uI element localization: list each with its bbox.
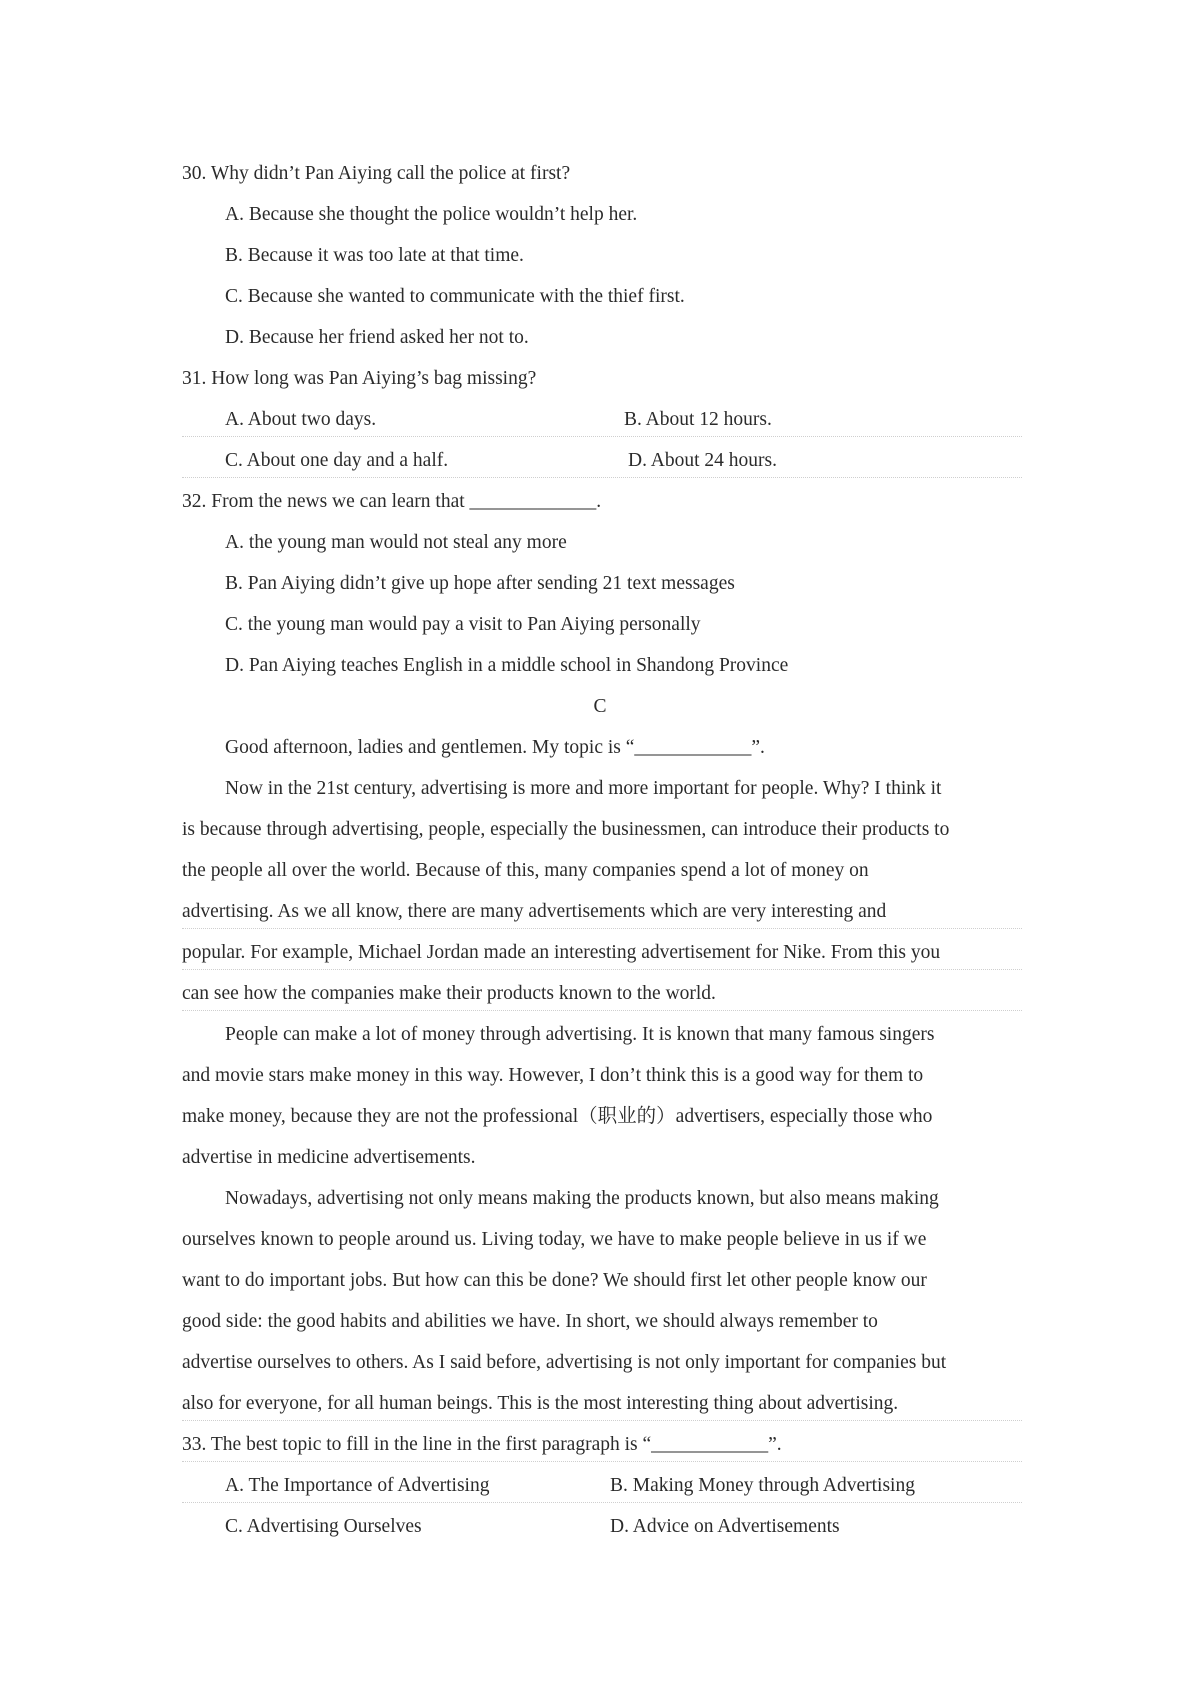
question-32: 32. From the news we can learn that _____________.	[182, 491, 602, 512]
passage-line: advertise ourselves to others. As I said before, advertising is not only important for companies but	[182, 1352, 947, 1373]
dotted-rule	[182, 436, 1022, 437]
passage-line: advertise in medicine advertisements.	[182, 1147, 476, 1168]
passage-line: People can make a lot of money through advertising. It is known that many famous singers	[225, 1024, 935, 1045]
dotted-rule	[182, 928, 1022, 929]
option-32-d: D. Pan Aiying teaches English in a middle school in Shandong Province	[225, 655, 789, 676]
dotted-rule	[182, 1420, 1022, 1421]
question-30: 30. Why didn’t Pan Aiying call the police at first?	[182, 163, 571, 184]
passage-line: ourselves known to people around us. Living today, we have to make people believe in us if we	[182, 1229, 927, 1250]
passage-line: make money, because they are not the professional（职业的）advertisers, especially those who	[182, 1106, 933, 1127]
passage-line: advertising. As we all know, there are many advertisements which are very interesting and	[182, 901, 887, 922]
option-32-c: C. the young man would pay a visit to Pan Aiying personally	[225, 614, 701, 635]
passage-line: good side: the good habits and abilities we have. In short, we should always remember to	[182, 1311, 878, 1332]
option-31-b: B. About 12 hours.	[624, 409, 772, 430]
dotted-rule	[182, 1461, 1022, 1462]
option-33-b: B. Making Money through Advertising	[610, 1475, 915, 1496]
option-32-a: A. the young man would not steal any more	[225, 532, 567, 553]
option-32-b: B. Pan Aiying didn’t give up hope after sending 21 text messages	[225, 573, 735, 594]
option-30-b: B. Because it was too late at that time.	[225, 245, 524, 266]
option-30-a: A. Because she thought the police wouldn’t help her.	[225, 204, 638, 225]
passage-line: also for everyone, for all human beings. This is the most interesting thing about advertising.	[182, 1393, 899, 1414]
passage-line: the people all over the world. Because of this, many companies spend a lot of money on	[182, 860, 869, 881]
question-33: 33. The best topic to fill in the line in the first paragraph is “____________”.	[182, 1434, 782, 1455]
option-30-c: C. Because she wanted to communicate with the thief first.	[225, 286, 685, 307]
dotted-rule	[182, 1502, 1022, 1503]
section-label: C	[593, 696, 607, 717]
passage-line: Now in the 21st century, advertising is more and more important for people. Why? I think it	[225, 778, 942, 799]
dotted-rule	[182, 969, 1022, 970]
option-33-a: A. The Importance of Advertising	[225, 1475, 490, 1496]
passage-line: is because through advertising, people, especially the businessmen, can introduce their products to	[182, 819, 950, 840]
passage-line: can see how the companies make their products known to the world.	[182, 983, 716, 1004]
option-31-a: A. About two days.	[225, 409, 377, 430]
dotted-rule	[182, 477, 1022, 478]
passage-line: Good afternoon, ladies and gentlemen. My topic is “____________”.	[225, 737, 765, 758]
option-30-d: D. Because her friend asked her not to.	[225, 327, 529, 348]
question-31: 31. How long was Pan Aiying’s bag missing?	[182, 368, 537, 389]
dotted-rule	[182, 1010, 1022, 1011]
passage-line: and movie stars make money in this way. However, I don’t think this is a good way for them to	[182, 1065, 924, 1086]
option-33-d: D. Advice on Advertisements	[610, 1516, 840, 1537]
passage-line: popular. For example, Michael Jordan made an interesting advertisement for Nike. From this you	[182, 942, 941, 963]
option-31-c: C. About one day and a half.	[225, 450, 449, 471]
passage-line: want to do important jobs. But how can this be done? We should first let other people know our	[182, 1270, 927, 1291]
option-31-d: D. About 24 hours.	[628, 450, 777, 471]
option-33-c: C. Advertising Ourselves	[225, 1516, 422, 1537]
passage-line: Nowadays, advertising not only means making the products known, but also means making	[225, 1188, 939, 1209]
